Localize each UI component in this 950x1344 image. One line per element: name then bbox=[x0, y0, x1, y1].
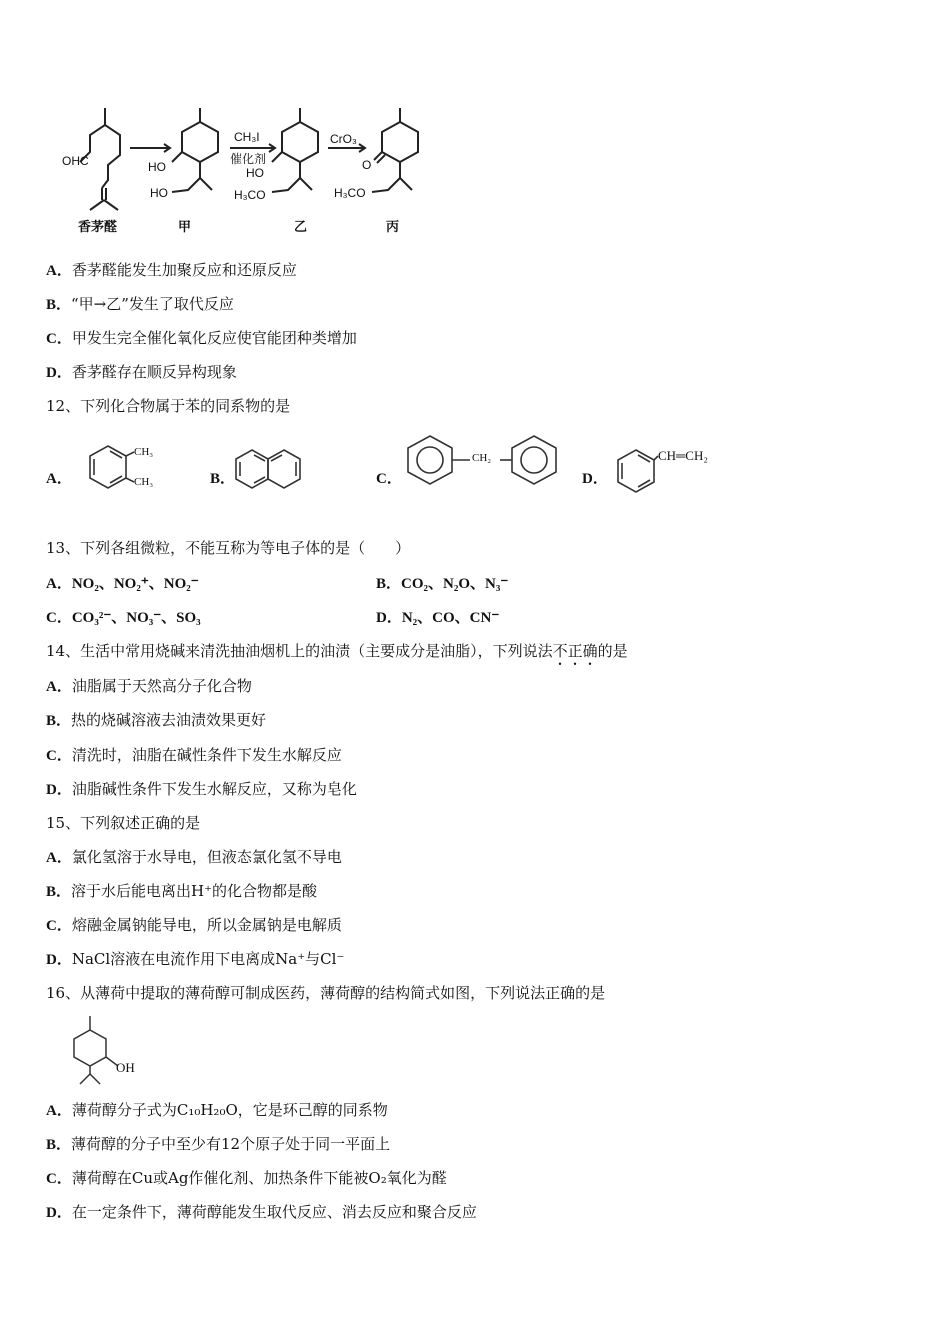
q14-option-d[interactable]: D．油脂碱性条件下发生水解反应，又称为皂化 bbox=[46, 780, 357, 798]
label-reagent-catalyst: 催化剂 bbox=[230, 152, 267, 166]
name-jia: 甲 bbox=[178, 220, 192, 235]
q15-stem: 15、下列叙述正确的是 bbox=[46, 814, 201, 832]
styrene-drawing bbox=[608, 436, 738, 496]
q12-structure-d[interactable] bbox=[608, 436, 738, 496]
c-ch2: CH₂ bbox=[472, 452, 492, 464]
q16-option-b[interactable]: B．薄荷醇的分子中至少有12个原子处于同一平面上 bbox=[46, 1135, 391, 1153]
label-o-bing: O bbox=[362, 158, 372, 172]
q12-structure-a[interactable] bbox=[78, 440, 168, 500]
q12-label-c[interactable]: C． bbox=[376, 471, 402, 487]
q11-option-a[interactable]: A．香茅醛能发生加聚反应和还原反应 bbox=[46, 261, 297, 279]
a-ch3-top: CH₃ bbox=[134, 446, 154, 458]
q12-label-a[interactable]: A． bbox=[46, 471, 72, 487]
q11-option-b[interactable]: B．“甲→乙”发生了取代反应 bbox=[46, 295, 234, 313]
label-ohc: OHC bbox=[62, 154, 89, 168]
label-h3co-yi: H₃CO bbox=[234, 188, 266, 202]
q16-option-c[interactable]: C．薄荷醇在Cu或Ag作催化剂、加热条件下能被O₂氧化为醛 bbox=[46, 1169, 447, 1187]
q16-stem: 16、从薄荷中提取的薄荷醇可制成医药，薄荷醇的结构简式如图，下列说法正确的是 bbox=[46, 984, 606, 1002]
label-reagent-ch3i: CH₃I bbox=[234, 130, 260, 144]
q15-option-d[interactable]: D．NaCl溶液在电流作用下电离成Na⁺与Cl⁻ bbox=[46, 950, 345, 968]
q14-stem: 14、生活中常用烧碱来清洗抽油烟机上的油渍（主要成分是油脂），下列说法不正确的是 bbox=[46, 642, 628, 660]
label-reagent-cro3: CrO₃ bbox=[330, 132, 357, 146]
label-ho-jia2: HO bbox=[150, 186, 168, 200]
menthol-drawing bbox=[66, 1012, 156, 1088]
q15-option-c[interactable]: C．熔融金属钠能导电，所以金属钠是电解质 bbox=[46, 916, 342, 934]
q12-structure-c[interactable] bbox=[400, 430, 565, 494]
q11-option-d[interactable]: D．香茅醛存在顺反异构现象 bbox=[46, 363, 237, 381]
label-h3co-bing: H₃CO bbox=[334, 186, 366, 200]
q12-label-d[interactable]: D． bbox=[582, 471, 608, 487]
q16-option-a[interactable]: A．薄荷醇分子式为C₁₀H₂₀O，它是环己醇的同系物 bbox=[46, 1101, 388, 1119]
q11-option-c[interactable]: C．甲发生完全催化氧化反应使官能团种类增加 bbox=[46, 329, 357, 347]
q16-option-d[interactable]: D．在一定条件下，薄荷醇能发生取代反应、消去反应和聚合反应 bbox=[46, 1203, 477, 1221]
label-ho-jia: HO bbox=[148, 160, 166, 174]
q15-option-b[interactable]: B．溶于水后能电离出H⁺的化合物都是酸 bbox=[46, 882, 318, 900]
q14-option-a[interactable]: A．油脂属于天然高分子化合物 bbox=[46, 677, 252, 695]
reaction-scheme bbox=[60, 100, 440, 240]
q13-option-a[interactable]: A．NO₂、NO₂⁺、NO₂⁻ bbox=[46, 576, 199, 592]
name-bing: 丙 bbox=[386, 220, 400, 235]
name-citronellal: 香茅醛 bbox=[78, 220, 118, 235]
q13-option-c[interactable]: C．CO₃²⁻、NO₃⁻、SO₃ bbox=[46, 610, 201, 626]
label-ho-yi: HO bbox=[246, 166, 264, 180]
q14-option-b[interactable]: B．热的烧碱溶液去油渍效果更好 bbox=[46, 711, 267, 729]
naphthalene-drawing bbox=[232, 446, 312, 498]
name-yi: 乙 bbox=[294, 220, 308, 235]
q14-option-c[interactable]: C．清洗时，油脂在碱性条件下发生水解反应 bbox=[46, 746, 342, 764]
q15-option-a[interactable]: A．氯化氢溶于水导电，但液态氯化氢不导电 bbox=[46, 848, 342, 866]
q13-stem: 13、下列各组微粒，不能互称为等电子体的是（ ） bbox=[46, 539, 411, 557]
q13-option-b[interactable]: B．CO₂、N₂O、N₃⁻ bbox=[376, 576, 509, 592]
menthol-structure bbox=[66, 1012, 156, 1088]
q13-option-d[interactable]: D．N₂、CO、CN⁻ bbox=[376, 610, 500, 626]
a-ch3-bottom: CH₃ bbox=[134, 476, 154, 488]
o-xylene-drawing bbox=[78, 440, 168, 500]
d-vinyl: CH═CH₂ bbox=[658, 448, 708, 463]
q12-stem: 12、下列化合物属于苯的同系物的是 bbox=[46, 397, 291, 415]
q12-label-b[interactable]: B． bbox=[210, 471, 236, 487]
q12-structure-b[interactable] bbox=[232, 446, 312, 498]
menthol-oh-label: OH bbox=[116, 1060, 135, 1075]
emphasis-not-correct: 不正确 bbox=[552, 642, 598, 660]
